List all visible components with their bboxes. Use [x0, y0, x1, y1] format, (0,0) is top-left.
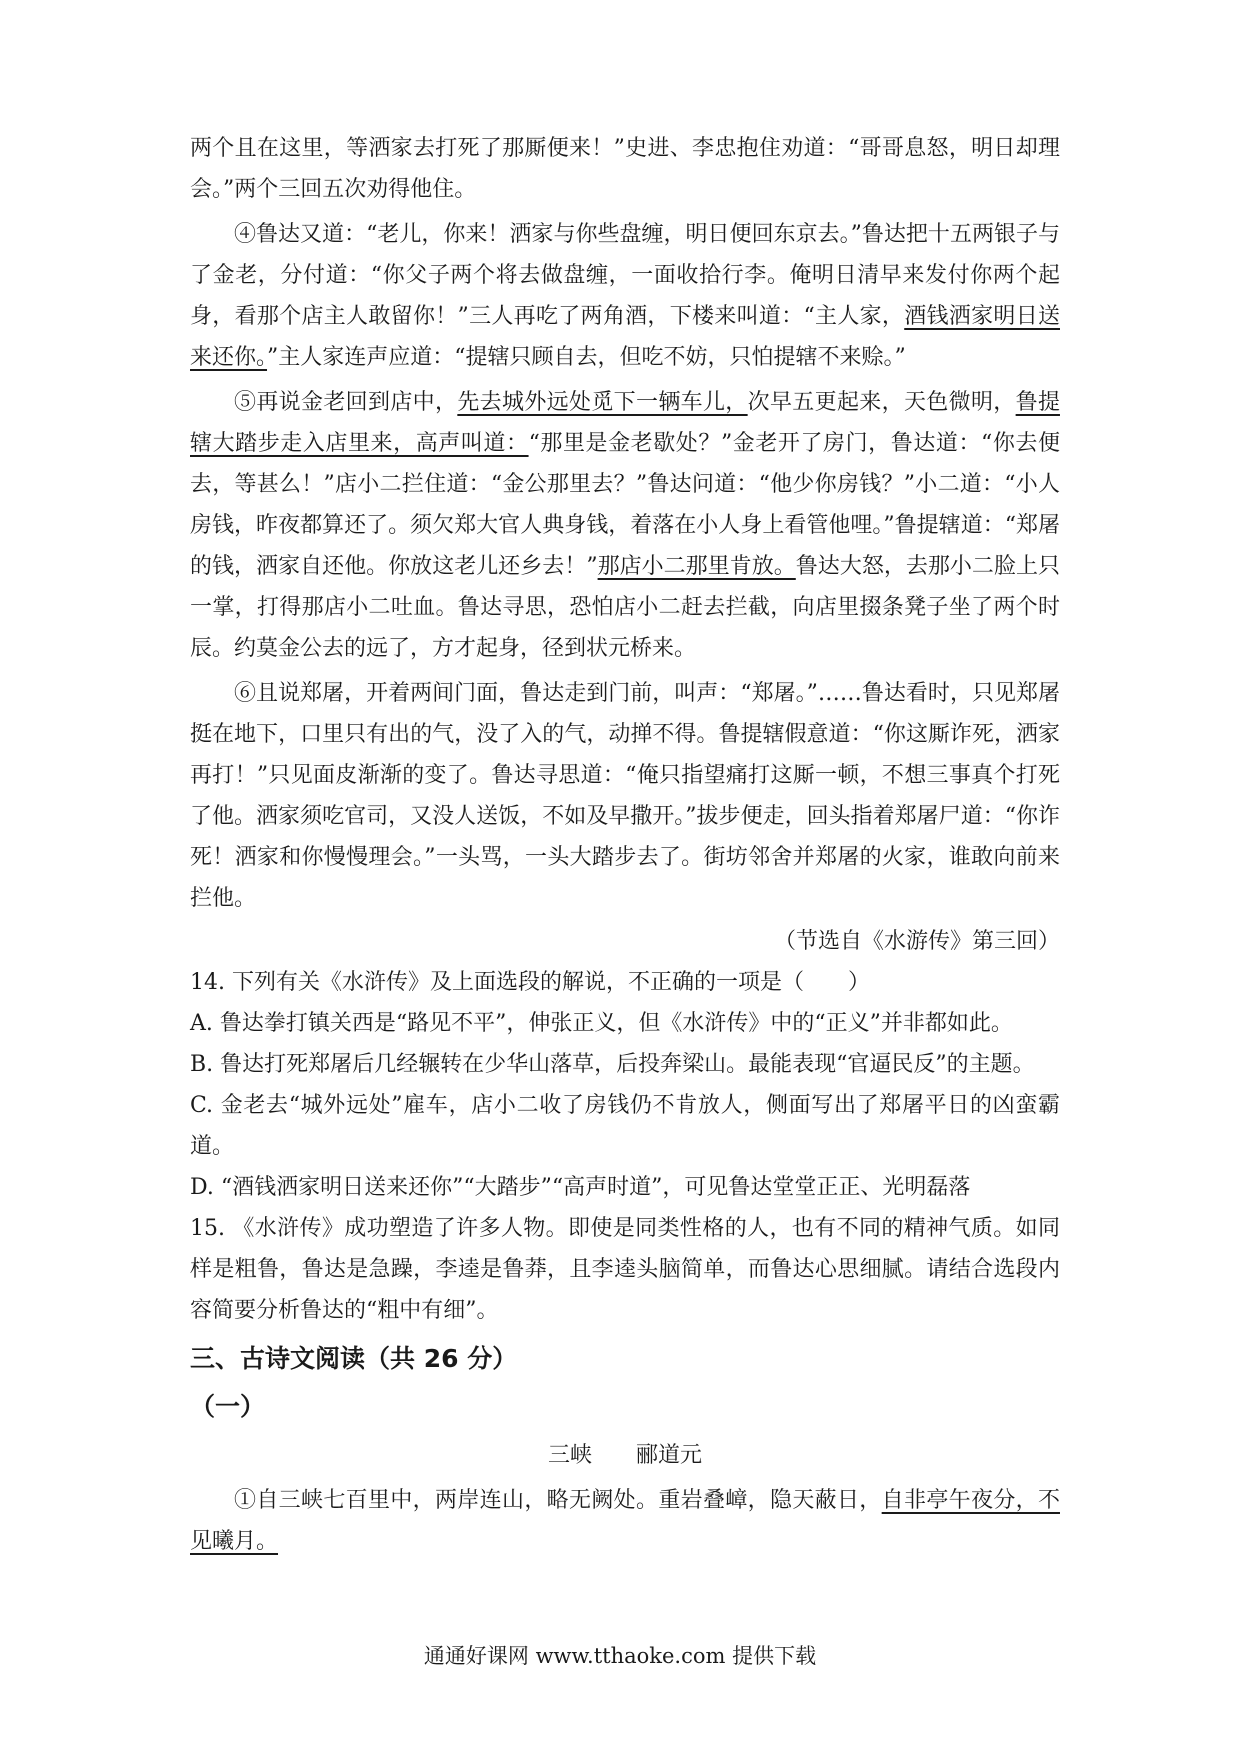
- question-14-option-a: A. 鲁达拳打镇关西是“路见不平”，伸张正义，但《水浒传》中的“正义”并非都如此。: [190, 1011, 1013, 1036]
- paragraph-5-underlined-3: 那店小二那里肯放。: [597, 554, 796, 579]
- paragraph-5-text: ⑤再说金老回到店中，: [234, 390, 458, 415]
- paragraph-5-underlined-1: 先去城外远处觅下一辆车儿，: [457, 390, 748, 415]
- poem-author: 郦道元: [636, 1443, 703, 1468]
- paragraph-4-underlined: 酒钱洒家明日送来还你。: [190, 304, 1060, 370]
- passage-paragraph-6: ⑥且说郑屠，开着两间门面，鲁达走到门前，叫声：“郑屠。”……鲁达看时，只见郑屠挺在地下，口里只有出的气，没了入的气，动掸不得。鲁提辖假意道：“你这厮诈死，洒家再打！”只见面皮渐渐的变了。鲁达寻思道：“俺只指望痛打这厮一顿，不想三事真个打死了他。洒家须吃官司，又没人送饭，不如及早撒开。”拔步便走，回头指着郑屠尸道：“你诈死！洒家和你慢慢理会。”一头骂，一头大踏步去了。街坊邻舍并郑屠的火家，谁敢向前来拦他。: [190, 681, 1060, 911]
- poem-paragraph-1-underlined: 自非亭午夜分，不见曦月。: [190, 1488, 1060, 1554]
- poem-paragraph-1: [190, 1480, 1060, 1562]
- poem-title-line: [190, 1435, 1060, 1476]
- passage-paragraph-continued: 两个且在这里，等洒家去打死了那厮便来！”史进、李忠抱住劝道：“哥哥息怒，明日却理会。”两个三回五次劝得他住。: [190, 136, 1060, 202]
- section-3-heading: 三、古诗文阅读（共 26 分）: [190, 1344, 518, 1373]
- paragraph-4-text: ④鲁达又道：“老儿，你来！洒家与你些盘缠，明日便回东京去。”鲁达把十五两银子与了金老，分付道：“你父子两个将去做盘缠，一面收拾行李。俺明日清早来发付你两个起身，看那个店主人敢留你！”三人再吃了两角酒，下楼来叫道：“主人家，: [190, 222, 1060, 329]
- question-14-option-c: C. 金老去“城外远处”雇车，店小二收了房钱仍不肯放人，侧面写出了郑屠平日的凶蛮霸道。: [190, 1093, 1060, 1159]
- poem-paragraph-1-text: ①自三峡七百里中，两岸连山，略无阙处。重岩叠嶂，隐天蔽日，: [234, 1488, 882, 1513]
- poem-title: 三峡: [547, 1443, 592, 1468]
- page-footer: 通通好课网 www.tthaoke.com 提供下载: [423, 1644, 817, 1668]
- passage-source: （节选自《水游传》第三回）: [773, 929, 1060, 954]
- question-14-option-d: D. “酒钱洒家明日送来还你”“大踏步”“高声时道”，可见鲁达堂堂正正、光明磊落: [190, 1175, 971, 1200]
- question-14-option-b: B. 鲁达打死郑屠后几经辗转在少华山落草，后投奔梁山。最能表现“官逼民反”的主题。: [190, 1052, 1035, 1077]
- section-3-subheading: （一）: [190, 1392, 266, 1421]
- paragraph-5-underlined-2: 鲁提辖大踏步走入店里来，高声叫道：: [190, 390, 1060, 456]
- paragraph-4-text-end: ”主人家连声应道：“提辖只顾自去，但吃不妨，只怕提辖不来赊。”: [267, 345, 906, 370]
- paragraph-5-text-3: “那里是金老歇处？”金老开了房门，鲁达道：“你去便去，等甚么！”店小二拦住道：“金公那里去？”鲁达问道：“他少你房钱？”小二道：“小人房钱，昨夜都算还了。须欠郑大官人典身钱，着落在小人身上看管他哩。”鲁提辖道：“郑屠的钱，洒家自还他。你放这老儿还乡去！”: [190, 431, 1060, 579]
- passage-body: [190, 128, 1060, 1562]
- passage-paragraph-5: [190, 382, 1060, 669]
- passage-paragraph-4: [190, 214, 1060, 378]
- question-15: 15. 《水浒传》成功塑造了许多人物。即使是同类性格的人，也有不同的精神气质。如同样是粗鲁，鲁达是急躁，李逵是鲁莽，且李逵头脑简单，而鲁达心思细腻。请结合选段内容简要分析鲁达的“粗中有细”。: [190, 1216, 1060, 1323]
- paragraph-5-text-2: 次早五更起来，天色微明，: [747, 390, 1016, 415]
- question-14-stem: 14. 下列有关《水浒传》及上面选段的解说，不正确的一项是（ ）: [190, 970, 870, 995]
- paragraph-5-text-4: 鲁达大怒，去那小二脸上只一掌，打得那店小二吐血。鲁达寻思，恐怕店小二赶去拦截，向店里掇条凳子坐了两个时辰。约莫金公去的远了，方才起身，径到状元桥来。: [190, 554, 1060, 661]
